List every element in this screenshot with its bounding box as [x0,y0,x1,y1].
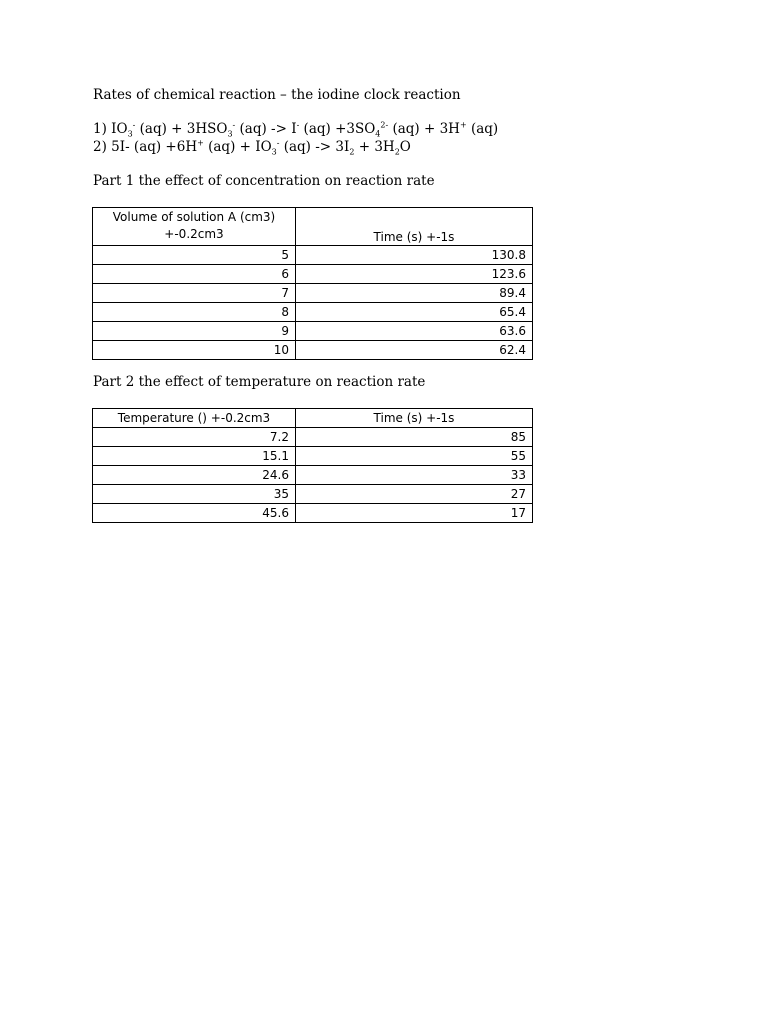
table-cell: 7.2 [93,428,296,447]
equation-1-part: (aq) + 3H [388,121,460,137]
table-cell: 55 [296,447,533,466]
superscript: + [459,120,467,130]
equation-2-part: (aq) + IO [203,139,272,155]
column-header: Time (s) +-1s [296,409,533,428]
equation-1-part: (aq) -> I [235,121,297,137]
part-2-heading: Part 2 the effect of temperature on reaction rate [93,374,426,390]
table-row [93,303,533,322]
table-cell: 9 [93,322,296,341]
table-cell: 27 [296,485,533,504]
equation-2-part: O [399,139,411,155]
table-row [93,447,533,466]
column-header: Time (s) +-1s [296,208,533,246]
table-cell: 8 [93,303,296,322]
table-cell: 35 [93,485,296,504]
equation-2-part: (aq) -> 3I [279,139,350,155]
subscript: 3 [227,129,233,139]
superscript: - [296,120,300,130]
table-cell: 123.6 [296,265,533,284]
table-cell: 130.8 [296,246,533,265]
superscript: 2- [380,120,389,130]
table-cell: 45.6 [93,504,296,523]
equation-1 [93,121,498,137]
equation-1-part: IO [111,121,128,137]
equation-2-part: + 3H [354,139,395,155]
table-cell: 89.4 [296,284,533,303]
table-cell: 7 [93,284,296,303]
table-cell: 17 [296,504,533,523]
table-cell: 33 [296,466,533,485]
table-row [93,504,533,523]
subscript: 3 [127,129,133,139]
table-cell: 15.1 [93,447,296,466]
subscript: 2 [349,147,355,157]
table-cell: 5 [93,246,296,265]
temperature-table [92,408,533,523]
subscript: 2 [394,147,400,157]
table-cell: 24.6 [93,466,296,485]
superscript: + [197,138,204,148]
table-row [93,284,533,303]
table-cell: 65.4 [296,303,533,322]
table-cell: 6 [93,265,296,284]
table-row [93,341,533,360]
equation-1-number: 1) [93,121,112,137]
equation-2-part: 2) 5I- (aq) +6H [93,139,198,155]
table-row [93,466,533,485]
column-header: Temperature () +-0.2cm3 [93,409,296,428]
subscript: 4 [375,129,381,139]
table-row [93,485,533,504]
table-cell: 62.4 [296,341,533,360]
document-title: Rates of chemical reaction – the iodine clock reaction [93,87,461,103]
table-header-row [93,409,533,428]
equation-1-part: (aq) [466,121,499,137]
table-row [93,428,533,447]
equation-1-part: (aq) +3SO [299,121,376,137]
concentration-table [92,207,533,360]
table-cell: 63.6 [296,322,533,341]
table-header-row [93,208,533,246]
table-row [93,246,533,265]
table-row [93,265,533,284]
superscript: - [132,120,136,130]
equation-2 [93,139,411,155]
table-row [93,322,533,341]
superscript: - [276,138,280,148]
subscript: 3 [271,147,277,157]
table-cell: 85 [296,428,533,447]
superscript: - [232,120,236,130]
part-1-heading: Part 1 the effect of concentration on reaction rate [93,173,435,189]
column-header: Volume of solution A (cm3) +-0.2cm3 [93,208,296,246]
table-cell: 10 [93,341,296,360]
equation-1-part: (aq) + 3HSO [135,121,228,137]
